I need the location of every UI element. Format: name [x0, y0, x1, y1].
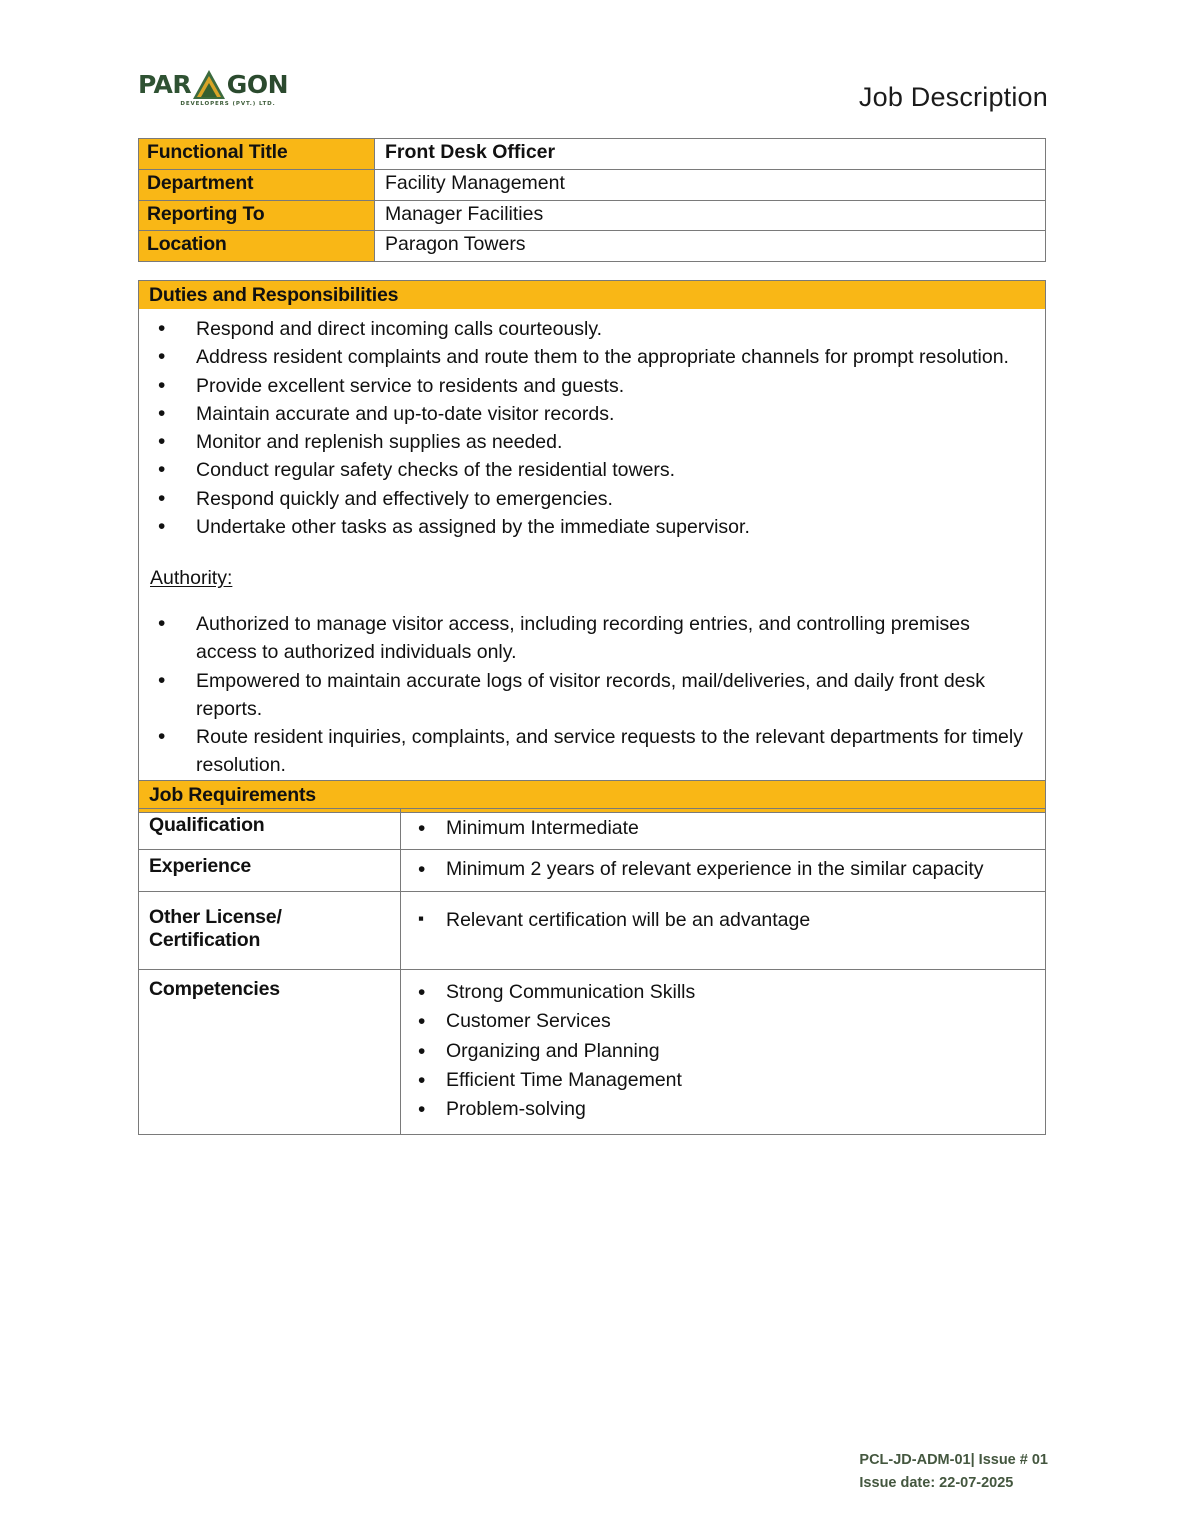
qualification-list — [401, 814, 1037, 843]
table-row — [139, 970, 1046, 1135]
req-value-competencies — [401, 970, 1046, 1135]
paragon-logo — [138, 70, 288, 116]
duties-section-body — [138, 309, 1046, 793]
info-value-reporting-to: Manager Facilities — [375, 200, 1046, 231]
authority-list — [149, 610, 1035, 780]
footer-doc-code: PCL-JD-ADM-01| Issue # 01 — [859, 1452, 1048, 1469]
list-item: • Minimum Intermediate — [401, 814, 1037, 843]
list-item: ▪ Relevant certification will be an advantage — [401, 906, 1037, 935]
experience-list — [401, 855, 1037, 884]
footer-issue-date: Issue date: 22-07-2025 — [859, 1474, 1014, 1491]
logo-text-left: PAR — [138, 70, 192, 99]
list-item: • Organizing and Planning — [401, 1037, 1037, 1066]
list-item: • Route resident inquiries, complaints, and service requests to the relevant departments for timely resolution. — [149, 723, 1035, 780]
info-label-functional-title: Functional Title — [139, 139, 375, 170]
info-label-location: Location — [139, 231, 375, 262]
table-row — [139, 809, 1046, 850]
table-row — [139, 139, 1046, 170]
list-item: • Respond and direct incoming calls courteously. — [149, 315, 1035, 343]
req-label-competencies: Competencies — [139, 970, 401, 1135]
list-item: • Conduct regular safety checks of the residential towers. — [149, 456, 1035, 484]
req-value-other-license — [401, 891, 1046, 970]
list-item: • Empowered to maintain accurate logs of visitor records, mail/deliveries, and daily front desk reports. — [149, 667, 1035, 724]
document-footer — [859, 1449, 1048, 1494]
list-item: • Authorized to manage visitor access, including recording entries, and controlling premises access to authorized individuals only. — [149, 610, 1035, 667]
document-header — [138, 62, 1048, 122]
list-item: • Problem-solving — [401, 1095, 1037, 1124]
info-label-department: Department — [139, 169, 375, 200]
req-value-experience — [401, 850, 1046, 891]
info-value-location: Paragon Towers — [375, 231, 1046, 262]
req-label-other-license — [139, 891, 401, 970]
list-item: • Undertake other tasks as assigned by the immediate supervisor. — [149, 513, 1035, 541]
req-label-line-1: Other License/ — [149, 905, 282, 928]
list-item: • Strong Communication Skills — [401, 978, 1037, 1007]
table-row — [139, 891, 1046, 970]
list-item: • Maintain accurate and up-to-date visitor records. — [149, 400, 1035, 428]
info-value-functional-title: Front Desk Officer — [375, 139, 1046, 170]
info-value-department: Facility Management — [375, 169, 1046, 200]
requirements-section-heading: Job Requirements — [138, 780, 1046, 813]
list-item: • Customer Services — [401, 1007, 1037, 1036]
table-row — [139, 200, 1046, 231]
logo-subtitle: DEVELOPERS (PVT.) LTD. — [180, 101, 276, 107]
job-info-table — [138, 138, 1046, 262]
info-label-reporting-to: Reporting To — [139, 200, 375, 231]
list-item: • Respond quickly and effectively to emergencies. — [149, 485, 1035, 513]
table-row — [139, 169, 1046, 200]
competencies-list — [401, 978, 1037, 1124]
logo-text-right: GON — [226, 70, 288, 99]
table-row — [139, 231, 1046, 262]
authority-heading-text: Authority: — [150, 567, 233, 590]
list-item: • Monitor and replenish supplies as needed. — [149, 428, 1035, 456]
table-row — [139, 850, 1046, 891]
authority-heading — [149, 567, 1035, 590]
list-item: • Minimum 2 years of relevant experience in the similar capacity — [401, 855, 1037, 884]
duties-list — [149, 315, 1035, 541]
list-item: • Provide excellent service to residents and guests. — [149, 372, 1035, 400]
req-label-line-2: Certification — [149, 929, 261, 952]
list-item: • Efficient Time Management — [401, 1066, 1037, 1095]
triangle-emblem-icon — [192, 70, 226, 100]
other-license-list — [401, 906, 1037, 935]
logo-wordmark — [138, 70, 288, 100]
req-value-qualification — [401, 809, 1046, 850]
duties-section-heading: Duties and Responsibilities — [138, 280, 1046, 313]
job-requirements-table — [138, 808, 1046, 1135]
req-label-qualification: Qualification — [139, 809, 401, 850]
page-title: Job Description — [858, 82, 1048, 112]
req-label-experience: Experience — [139, 850, 401, 891]
list-item: • Address resident complaints and route them to the appropriate channels for prompt resolution. — [149, 343, 1035, 371]
